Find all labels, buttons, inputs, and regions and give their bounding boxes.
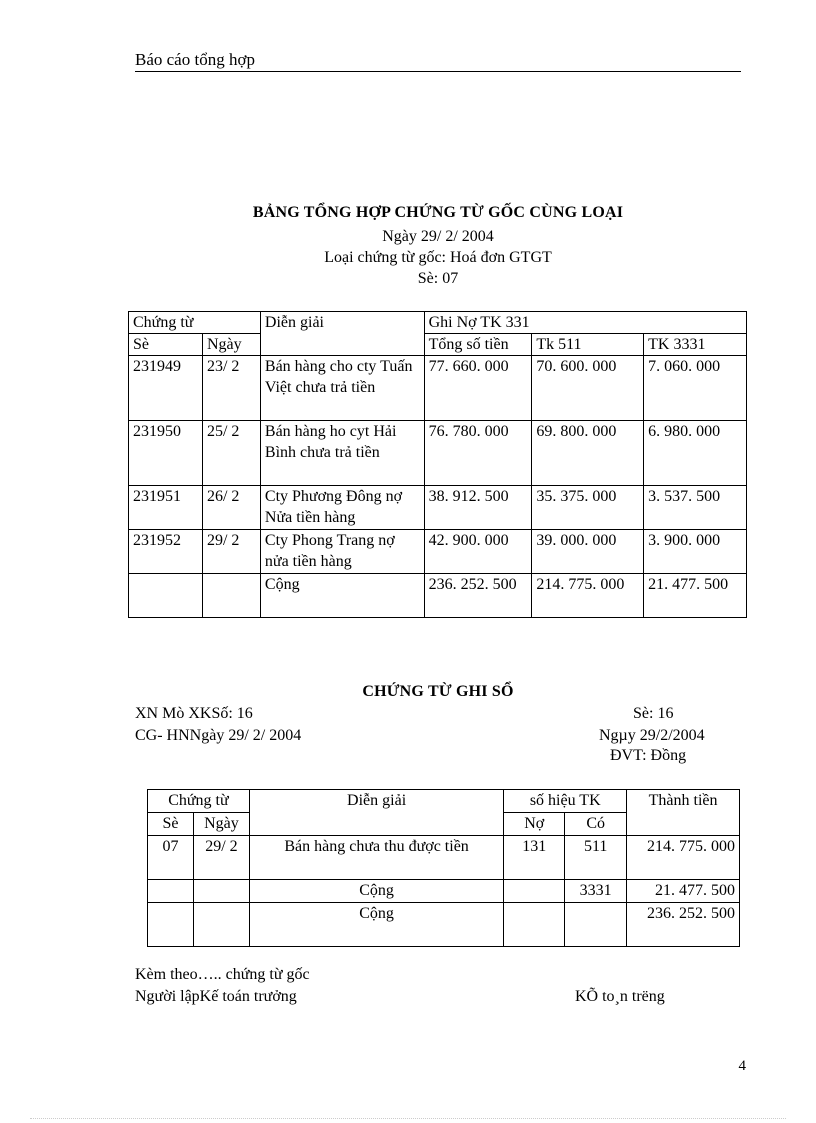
- ledger-unit: ĐVT: Đồng: [610, 747, 687, 764]
- table-row: [148, 880, 740, 903]
- cell-empty: [193, 903, 249, 947]
- col-header-tk3331: TK 3331: [644, 334, 747, 356]
- page-bottom-divider: [30, 1118, 786, 1119]
- summary-date: Ngày 29/ 2/ 2004: [382, 228, 494, 245]
- cell-diengiai: Cộng: [249, 903, 503, 947]
- cell-co: 511: [565, 836, 627, 880]
- cell-ngay: 23/ 2: [202, 356, 260, 421]
- summary-title: BẢNG TỔNG HỢP CHỨNG TỪ GỐC CÙNG LOẠI: [252, 204, 624, 221]
- cell-tk511: 69. 800. 000: [532, 421, 644, 486]
- cell-diengiai: Bán hàng cho cty Tuấn Việt chưa trả tiền: [260, 356, 424, 421]
- ledger-date: Ngµy 29/2/2004: [599, 727, 705, 744]
- cell-diengiai: Cty Phương Đông nợ Nửa tiền hàng: [260, 486, 424, 530]
- table-row: [129, 356, 747, 421]
- summary-doc-type: Loại chứng từ gốc: Hoá đơn GTGT: [324, 249, 552, 266]
- cell-diengiai: Bán hàng chưa thu được tiền: [249, 836, 503, 880]
- cell-ngay: 25/ 2: [202, 421, 260, 486]
- cell-tk511: 70. 600. 000: [532, 356, 644, 421]
- total-tk3331: 21. 477. 500: [644, 574, 747, 618]
- page-number: 4: [738, 1058, 746, 1074]
- cell-empty: [504, 903, 565, 947]
- cell-empty: [504, 880, 565, 903]
- cell-tk3331: 3. 537. 500: [644, 486, 747, 530]
- col-header-ngay: Ngày: [202, 334, 260, 356]
- total-row: [129, 574, 747, 618]
- table-row: [148, 903, 740, 947]
- table-row: [129, 486, 747, 530]
- cell-ngay: 29/ 2: [202, 530, 260, 574]
- col-header-diengiai: Diễn giải: [260, 312, 424, 356]
- summary-number: Sè: 07: [417, 270, 459, 287]
- col-header-chungtu: Chứng từ: [129, 312, 261, 334]
- cell-so: 231950: [129, 421, 203, 486]
- cell-ngay: 26/ 2: [202, 486, 260, 530]
- cell-empty: [193, 880, 249, 903]
- col-header-so: Sè: [129, 334, 203, 356]
- col-header-tong: Tổng số tiền: [424, 334, 532, 356]
- total-tong: 236. 252. 500: [424, 574, 532, 618]
- table-row: [129, 530, 747, 574]
- cell-so: 07: [148, 836, 194, 880]
- cell-thanhtien: 236. 252. 500: [627, 903, 740, 947]
- col-header-thanhtien: Thành tiền: [627, 790, 740, 836]
- cell-tk3331: 3. 900. 000: [644, 530, 747, 574]
- col-header-co: Có: [565, 813, 627, 836]
- col-header-no: Nợ: [504, 813, 565, 836]
- cell-empty: [148, 903, 194, 947]
- total-tk511: 214. 775. 000: [532, 574, 644, 618]
- cell-so: 231949: [129, 356, 203, 421]
- ledger-table: [147, 789, 740, 947]
- cell-tong: 76. 780. 000: [424, 421, 532, 486]
- col-header-so: Sè: [148, 813, 194, 836]
- cell-diengiai: Bán hàng ho cyt Hải Bình chưa trả tiền: [260, 421, 424, 486]
- page-header-title: Báo cáo tổng hợp: [135, 50, 255, 69]
- col-header-sohieu: số hiệu TK: [504, 790, 627, 813]
- ledger-left-line2: CG- HNNgày 29/ 2/ 2004: [135, 727, 302, 744]
- summary-table: [128, 311, 747, 618]
- attachment-note: Kèm theo….. chứng từ gốc: [135, 966, 310, 983]
- table-row: [148, 836, 740, 880]
- signature-left: Người lậpKế toán trưởng: [135, 988, 297, 1005]
- cell-empty: [148, 880, 194, 903]
- cell-thanhtien: 214. 775. 000: [627, 836, 740, 880]
- col-header-ghino: Ghi Nợ TK 331: [424, 312, 746, 334]
- total-label: Cộng: [260, 574, 424, 618]
- cell-tong: 77. 660. 000: [424, 356, 532, 421]
- cell-empty: [129, 574, 203, 618]
- col-header-chungtu: Chứng từ: [148, 790, 250, 813]
- signature-right: KÕ to¸n trëng: [575, 988, 665, 1005]
- col-header-tk511: Tk 511: [532, 334, 644, 356]
- cell-so: 231952: [129, 530, 203, 574]
- col-header-ngay: Ngày: [193, 813, 249, 836]
- cell-diengiai: Cộng: [249, 880, 503, 903]
- col-header-diengiai: Diễn giải: [249, 790, 503, 836]
- cell-tong: 42. 900. 000: [424, 530, 532, 574]
- cell-co: 3331: [565, 880, 627, 903]
- cell-ngay: 29/ 2: [193, 836, 249, 880]
- cell-so: 231951: [129, 486, 203, 530]
- cell-tk511: 35. 375. 000: [532, 486, 644, 530]
- cell-empty: [202, 574, 260, 618]
- cell-tk3331: 7. 060. 000: [644, 356, 747, 421]
- ledger-left-line1: XN Mò XKSố: 16: [135, 705, 253, 722]
- cell-empty: [565, 903, 627, 947]
- header-rule: [135, 71, 741, 72]
- cell-diengiai: Cty Phong Trang nợ nửa tiền hàng: [260, 530, 424, 574]
- cell-tong: 38. 912. 500: [424, 486, 532, 530]
- cell-tk511: 39. 000. 000: [532, 530, 644, 574]
- table-row: [129, 421, 747, 486]
- cell-tk3331: 6. 980. 000: [644, 421, 747, 486]
- ledger-number: Sè: 16: [633, 705, 674, 722]
- cell-no: 131: [504, 836, 565, 880]
- cell-thanhtien: 21. 477. 500: [627, 880, 740, 903]
- ledger-title: CHỨNG TỪ GHI SỔ: [362, 683, 514, 700]
